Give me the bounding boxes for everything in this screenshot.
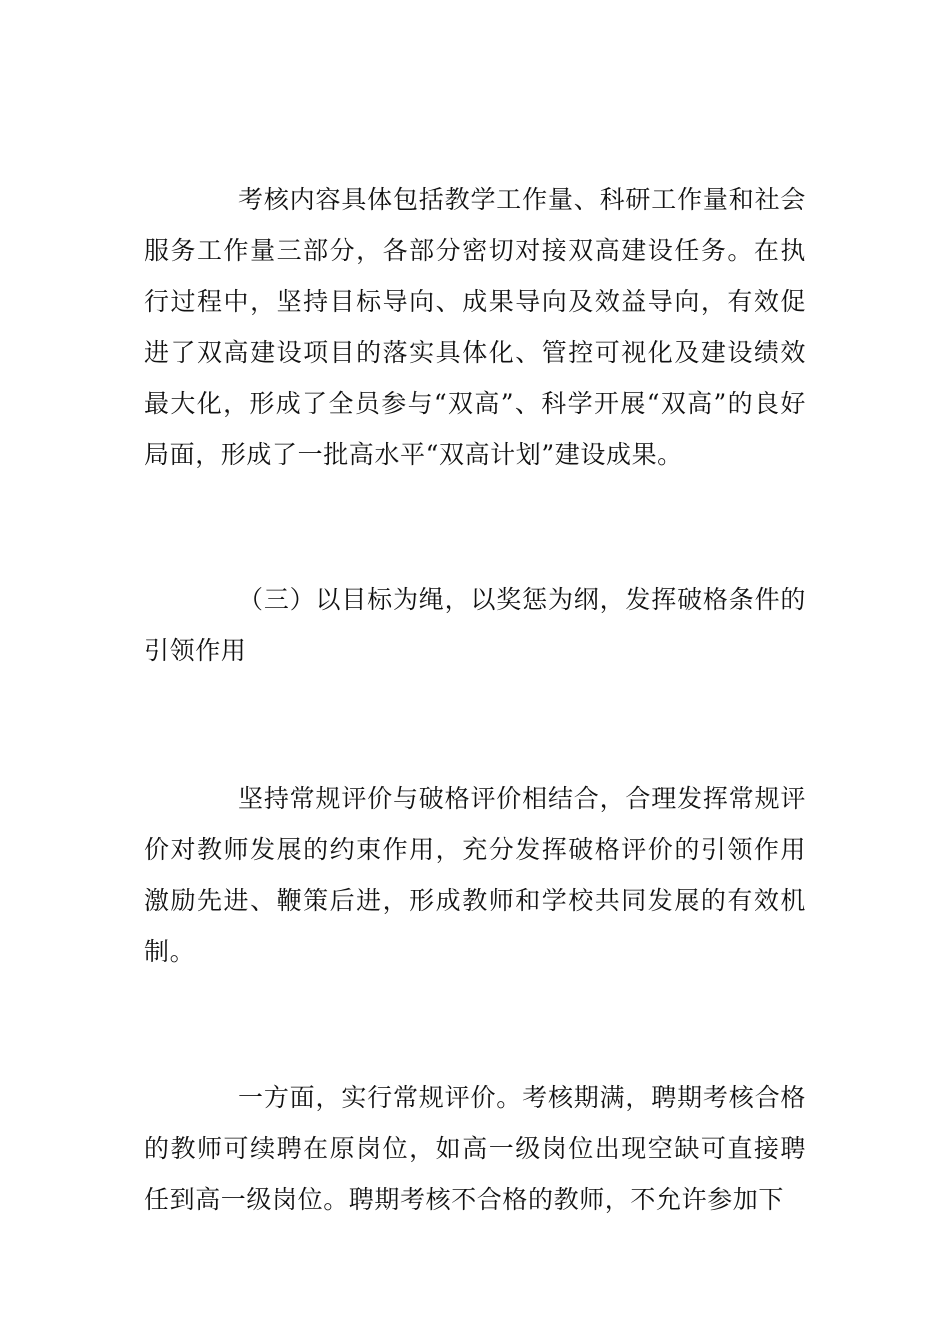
section-heading-3: （三）以目标为绳，以奖惩为纲，发挥破格条件的引领作用 bbox=[144, 585, 806, 665]
body-paragraph-workload: 考核内容具体包括教学工作量、科研工作量和社会服务工作量三部分，各部分密切对接双高建设任务。在执行过程中，坚持目标导向、成果导向及效益导向，有效促进了双高建设项目的落实具体化、管控可视化及建设绩效最大化，形成了全员参与“双高”、科学开展“双高”的良好局面，形成了一批高水平“双高计划”建设成果。 bbox=[144, 185, 806, 469]
body-paragraph-regular-evaluation: 一方面，实行常规评价。考核期满，聘期考核合格的教师可续聘在原岗位，如高一级岗位出现空缺可直接聘任到高一级岗位。聘期考核不合格的教师，不允许参加下 bbox=[144, 1083, 806, 1214]
body-paragraph-evaluation: 坚持常规评价与破格评价相结合，合理发挥常规评价对教师发展的约束作用，充分发挥破格评价的引领作用激励先进、鞭策后进，形成教师和学校共同发展的有效机制。 bbox=[144, 784, 806, 966]
